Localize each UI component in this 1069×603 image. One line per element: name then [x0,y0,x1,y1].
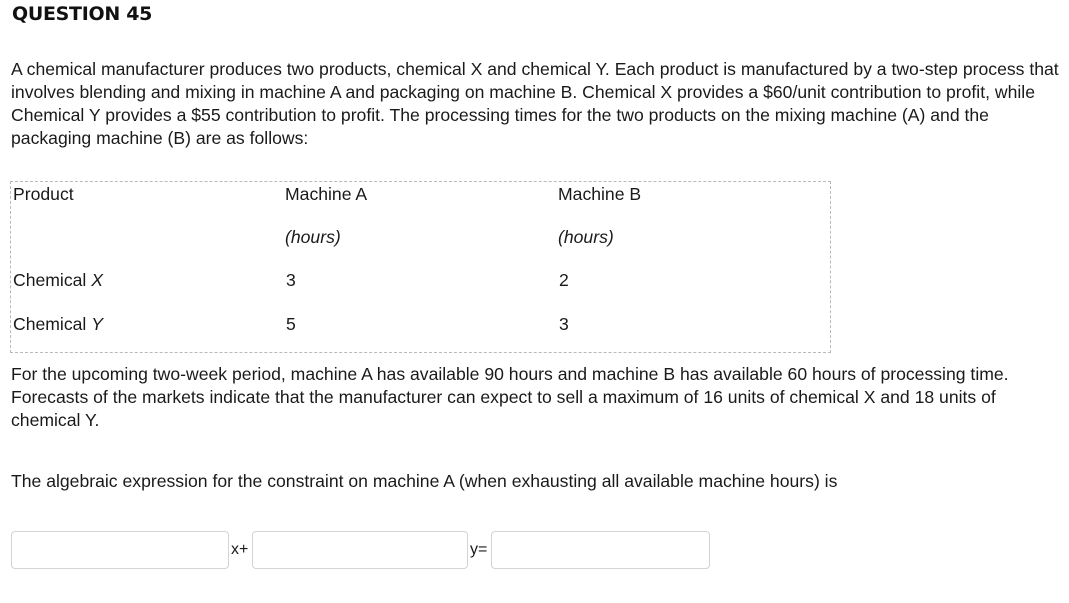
y-coefficient-input[interactable] [252,531,468,569]
header-machine-b: Machine B [558,184,642,204]
product-prefix: Chemical [13,314,92,334]
product-prefix: Chemical [13,270,92,290]
row-chemical-x-machine-a: 3 [286,270,296,290]
y-equals-label: y= [470,541,488,558]
row-chemical-y-machine-a: 5 [286,314,296,334]
row-chemical-y-label [13,313,103,336]
product-variable: X [91,270,103,290]
processing-times-table [10,181,831,353]
availability-text: For the upcoming two-week period, machine A has available 90 hours and machine B has available 60 hours of processing time. Forecasts of the markets indicate that the manufacturer can expect to sell a maximum of 16 units of chemical X and 18 units of chemical Y. [11,364,1009,430]
header-machine-a: Machine A [285,184,368,204]
question-prompt: The algebraic expression for the constraint on machine A (when exhausting all available machine hours) is [11,471,838,491]
row-chemical-x-machine-b: 2 [559,270,569,290]
units-machine-a: (hours) [285,227,341,247]
question-intro-text: A chemical manufacturer produces two products, chemical X and chemical Y. Each product is manufactured by a two-step process that involves blending and mixing in machine A and packaging on machine B. Chemical X provides a $60/unit contribution to profit, while Chemical Y provides a $55 contribution to profit. The processing times for the two products on the mixing machine (A) and the packaging machine (B) are as follows: [11,59,1059,148]
header-product: Product [13,184,74,204]
row-chemical-y-machine-b: 3 [559,314,569,334]
row-chemical-x-label [13,269,103,292]
x-plus-label: x+ [231,541,249,558]
units-machine-b: (hours) [558,227,614,247]
x-coefficient-input[interactable] [11,531,229,569]
right-hand-side-input[interactable] [491,531,710,569]
question-title: QUESTION 45 [12,3,153,25]
product-variable: Y [91,314,103,334]
